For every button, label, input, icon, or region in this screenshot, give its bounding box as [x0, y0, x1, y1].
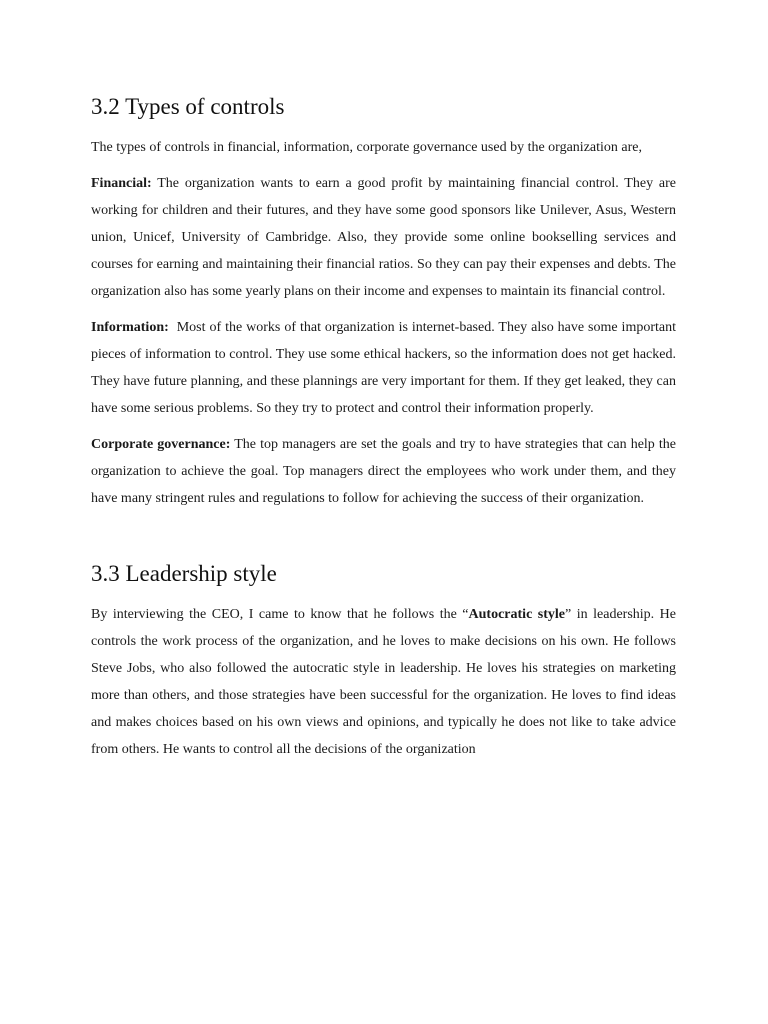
information-label: Information: [91, 320, 169, 335]
financial-text: The organization wants to earn a good profit by maintaining financial control. They are working for children and their futures, and they have some good sponsors like Unilever, Asus, Western union, Unicef, University of Cambridge. Also, they provide some online bookselling services and courses for earning and maintaining their financial ratios. So they can pay their expenses and debts. The organization also has some yearly plans on their income and expenses to maintain its financial control. [91, 176, 676, 299]
leadership-paragraph [91, 601, 676, 763]
information-paragraph [91, 314, 680, 422]
financial-label: Financial: [91, 176, 152, 191]
corporate-governance-paragraph [91, 431, 676, 512]
intro-paragraph: The types of controls in financial, information, corporate governance used by the organization are, [91, 140, 642, 155]
section-heading-types-of-controls: 3.2 Types of controls [91, 94, 285, 119]
corporate-governance-label: Corporate governance: [91, 437, 231, 452]
section-heading-leadership-style: 3.3 Leadership style [91, 561, 277, 586]
autocratic-style-term: Autocratic style [468, 607, 566, 622]
corporate-governance-text: The top managers are set the goals and try to have strategies that can help the organization to achieve the goal. Top managers direct the employees who work under them, and they have many stringent rules and regulations to follow for achieving the success of their organization. [91, 437, 677, 506]
information-text: Most of the works of that organization is internet-based. They also have some important pieces of information to control. They use some ethical hackers, so the information does not get hacked. They have future planning, and these plannings are very important for them. If they get leaked, they can have some serious problems. So they try to protect and control their information properly. [91, 320, 680, 416]
leadership-text-before: By interviewing the CEO, I came to know that he follows the “ [91, 607, 469, 622]
leadership-text-after: ” in leadership. He controls the work process of the organization, and he loves to make decisions on his own. He follows Steve Jobs, who also followed the autocratic style in leadership. He loves his strategies on marketing more than others, and those strategies have been successful for the organization. He loves to find ideas and makes choices based on his own views and opinions, and typically he does not like to take advice from others. He wants to control all the decisions of the organization [91, 607, 677, 757]
financial-paragraph [91, 170, 676, 305]
